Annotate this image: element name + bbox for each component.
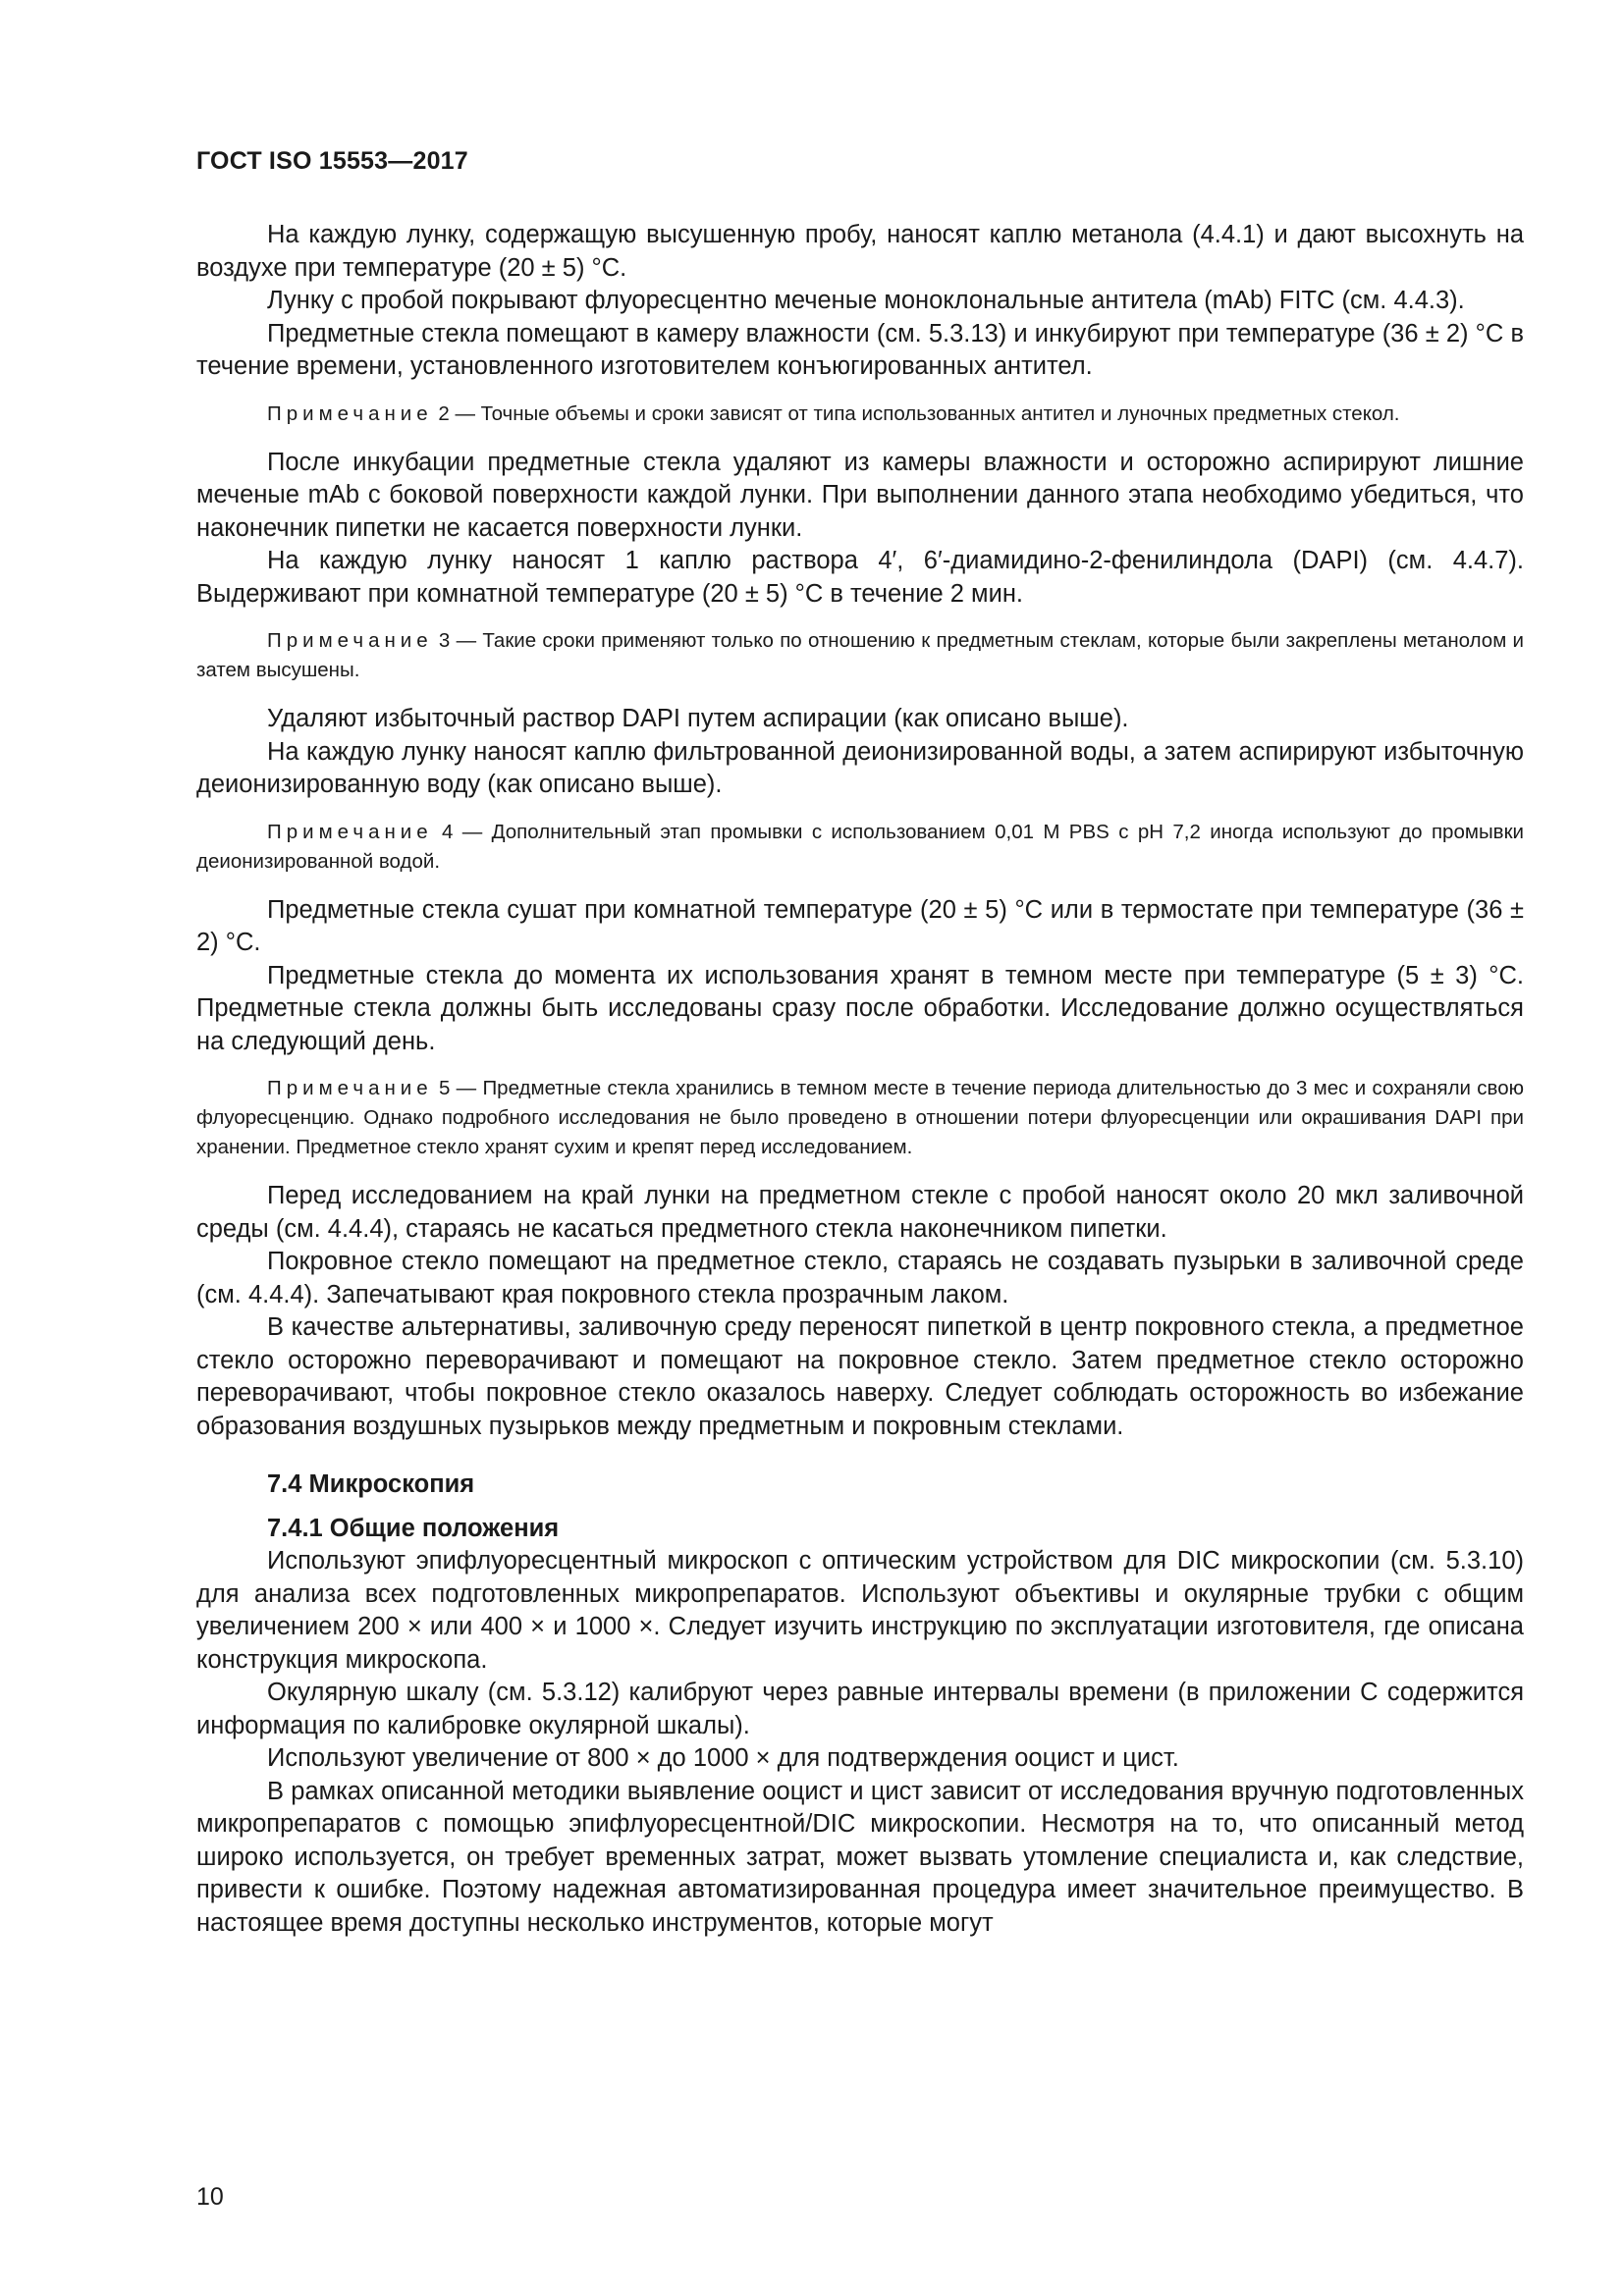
paragraph: Окулярную шкалу (см. 5.3.12) калибруют через равные интервалы времени (в приложении С содержится информация по калибровке окулярной шкалы). [196, 1679, 1524, 1739]
note-label: Примечание [267, 401, 433, 425]
paragraph: Используют эпифлуоресцентный микроскоп с оптическим устройством для DIC микроскопии (см. 5.3.10) для анализа всех подготовленных микропрепаратов. Используют объективы и окулярные трубки с общим увеличением 200 × или 400 × и 1000 ×. Следует изучить инструкцию по эксплуатации изготовителя, где описана конструкция микроскопа. [196, 1547, 1524, 1674]
document-header: ГОСТ ISO 15553—2017 [196, 147, 468, 175]
paragraph: Удаляют избыточный раствор DAPI путем аспирации (как описано выше). [267, 705, 1129, 732]
paragraph: Предметные стекла сушат при комнатной температуре (20 ± 5) °С или в термостате при температуре (36 ± 2) °С. [196, 895, 1524, 956]
section-heading: 7.4 Микроскопия [267, 1470, 475, 1498]
paragraph: На каждую лунку наносят 1 каплю раствора 4′, 6′-диамидино-2-фенилиндола (DAPI) (см. 4.4.7). Выдерживают при комнатной температуре (20 ± 5) °С в течение 2 мин. [196, 547, 1524, 608]
paragraph: В качестве альтернативы, заливочную среду переносят пипеткой в центр покровного стекла, а предметное стекло осторожно переворачивают и помещают на покровное стекло. Затем предметное стекло осторожно переворачивают, чтобы покровное стекло оказалось наверху. Следует соблюдать осторожность во избежание образования воздушных пузырьков между предметным и покровным стеклами. [196, 1313, 1524, 1440]
note [196, 818, 1524, 877]
note-text: 2 — Точные объемы и сроки зависят от типа использованных антител и луночных предметных стекол. [432, 401, 1400, 425]
note-text: 3 — Такие сроки применяют только по отношению к предметным стеклам, которые были закреплены метанолом и затем высушены. [196, 629, 1524, 681]
paragraph: Используют увеличение от 800 × до 1000 × для подтверждения ооцист и цист. [267, 1744, 1179, 1772]
note-label: Примечание [267, 629, 433, 652]
page-number: 10 [196, 2183, 224, 2211]
note-label: Примечание [267, 820, 433, 843]
document-page [196, 147, 1524, 1940]
note-label: Примечание [267, 1077, 433, 1099]
paragraph: Предметные стекла помещают в камеру влажности (см. 5.3.13) и инкубируют при температуре (36 ± 2) °С в течение времени, установленного изготовителем конъюгированных антител. [196, 319, 1524, 380]
note [196, 1074, 1524, 1162]
paragraph: На каждую лунку наносят каплю фильтрованной деионизированной воды, а затем аспирируют избыточную деионизированную воду (как описано выше). [196, 737, 1524, 798]
paragraph: Предметные стекла до момента их использования хранят в темном месте при температуре (5 ± 3) °С. Предметные стекла должны быть исследованы сразу после обработки. Исследование должно осуществляться на следующий день. [196, 961, 1524, 1055]
paragraph: На каждую лунку, содержащую высушенную пробу, наносят каплю метанола (4.4.1) и дают высохнуть на воздухе при температуре (20 ± 5) °С. [196, 221, 1524, 282]
paragraph: В рамках описанной методики выявление ооцист и цист зависит от исследования вручную подготовленных микропрепаратов с помощью эпифлуоресцентной/DIC микроскопии. Несмотря на то, что описанный метод широко используется, он требует временных затрат, может вызвать утомление специалиста и, как следствие, привести к ошибке. Поэтому надежная автоматизированная процедура имеет значительное преимущество. В настоящее время доступны несколько инструментов, которые могут [196, 1777, 1524, 1937]
paragraph: После инкубации предметные стекла удаляют из камеры влажности и осторожно аспирируют лишние меченые mAb с боковой поверхности каждой лунки. При выполнении данного этапа необходимо убедиться, что наконечник пипетки не касается поверхности лунки. [196, 448, 1524, 542]
note [196, 626, 1524, 685]
paragraph: Перед исследованием на край лунки на предметном стекле с пробой наносят около 20 мкл заливочной среды (см. 4.4.4), стараясь не касаться предметного стекла наконечником пипетки. [196, 1182, 1524, 1243]
paragraph: Покровное стекло помещают на предметное стекло, стараясь не создавать пузырьки в заливочной среде (см. 4.4.4). Запечатывают края покровного стекла прозрачным лаком. [196, 1248, 1524, 1308]
note-text: 4 — Дополнительный этап промывки с использованием 0,01 М PBS с pH 7,2 иногда используют до промывки деионизированной водой. [196, 820, 1524, 873]
subsection-heading: 7.4.1 Общие положения [267, 1515, 560, 1542]
paragraph: Лунку с пробой покрывают флуоресцентно меченые моноклональные антитела (mAb) FITC (см. 4.4.3). [267, 287, 1465, 314]
note [196, 400, 1524, 429]
document-body [196, 219, 1524, 1940]
note-text: 5 — Предметные стекла хранились в темном месте в течение периода длительностью до 3 мес и сохраняли свою флуоресценцию. Однако подробного исследования не было проведено в отношении потери флуоресценции или окрашивания DAPI при хранении. Предметное стекло хранят сухим и крепят перед исследованием. [196, 1077, 1524, 1158]
